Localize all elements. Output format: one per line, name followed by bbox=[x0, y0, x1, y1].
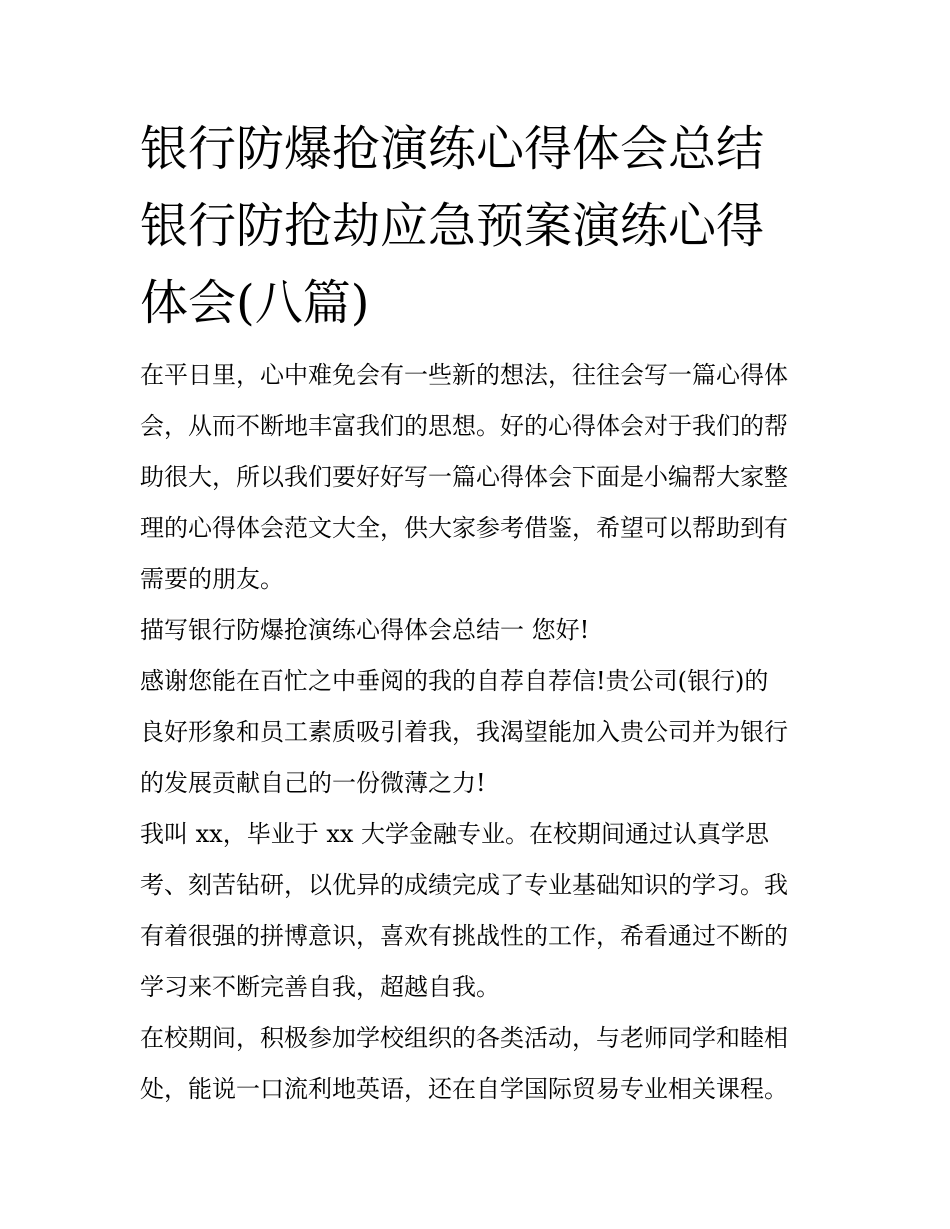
title-line: 银行防抢劫应急预案演练心得 bbox=[140, 198, 765, 254]
body-line: 需要的朋友。 bbox=[140, 565, 284, 593]
document-title bbox=[140, 111, 820, 342]
body-line: 学习来不断完善自我，超越自我。 bbox=[140, 973, 500, 1001]
body-line: 感谢您能在百忙之中垂阅的我的自荐自荐信!贵公司(银行)的 bbox=[140, 667, 769, 695]
body-line: 会，从而不断地丰富我们的思想。好的心得体会对于我们的帮 bbox=[140, 412, 788, 440]
body-line: 有着很强的拼博意识，喜欢有挑战性的工作，希看通过不断的 bbox=[140, 922, 788, 950]
document-body bbox=[140, 350, 820, 1115]
body-line: 理的心得体会范文大全，供大家参考借鉴，希望可以帮助到有 bbox=[140, 514, 788, 542]
body-line: 的发展贡献自己的一份微薄之力! bbox=[140, 769, 486, 797]
body-line: 处，能说一口流利地英语，还在自学国际贸易专业相关课程。 bbox=[140, 1075, 788, 1103]
body-line: 良好形象和员工素质吸引着我，我渴望能加入贵公司并为银行 bbox=[140, 718, 788, 746]
body-line: 助很大，所以我们要好好写一篇心得体会下面是小编帮大家整 bbox=[140, 463, 788, 491]
body-line: 考、刻苦钻研，以优异的成绩完成了专业基础知识的学习。我 bbox=[140, 871, 788, 899]
body-line: 描写银行防爆抢演练心得体会总结一 您好! bbox=[140, 616, 590, 644]
title-line: 银行防爆抢演练心得体会总结 bbox=[140, 121, 765, 177]
body-line: 我叫 xx，毕业于 xx 大学金融专业。在校期间通过认真学思 bbox=[140, 820, 770, 848]
body-line: 在校期间，积极参加学校组织的各类活动，与老师同学和睦相 bbox=[140, 1024, 788, 1052]
body-line: 在平日里，心中难免会有一些新的想法，往往会写一篇心得体 bbox=[140, 361, 788, 389]
title-line: 体会(八篇) bbox=[140, 275, 370, 331]
